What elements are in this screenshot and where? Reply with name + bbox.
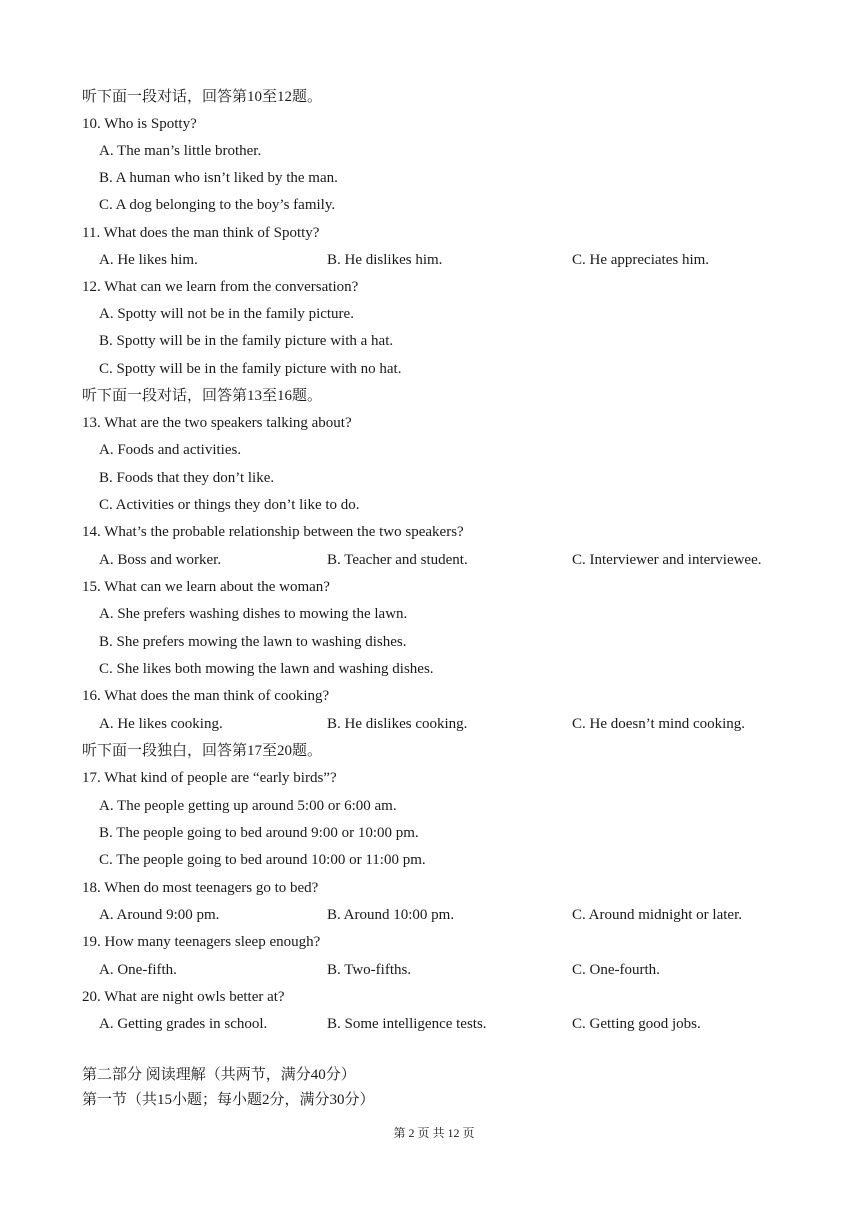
question-10-option-a: A. The man’s little brother. bbox=[99, 143, 262, 159]
question-20-stem: 20. What are night owls better at? bbox=[82, 989, 285, 1005]
question-12-option-a: A. Spotty will not be in the family picture. bbox=[99, 306, 354, 322]
question-16-option-a: A. He likes cooking. bbox=[99, 716, 223, 732]
question-16-stem: 16. What does the man think of cooking? bbox=[82, 688, 330, 704]
question-17-option-c: C. The people going to bed around 10:00 or 11:00 pm. bbox=[99, 852, 426, 868]
question-15-option-b: B. She prefers mowing the lawn to washing dishes. bbox=[99, 634, 407, 650]
question-10-option-b: B. A human who isn’t liked by the man. bbox=[99, 170, 338, 186]
question-11-option-b: B. He dislikes him. bbox=[327, 252, 443, 268]
question-16-options bbox=[0, 711, 868, 738]
question-13-stem: 13. What are the two speakers talking about? bbox=[82, 415, 352, 431]
question-17-stem: 17. What kind of people are “early birds”? bbox=[82, 770, 337, 786]
question-13-option-c: C. Activities or things they don’t like to do. bbox=[99, 497, 360, 513]
question-14-stem: 14. What’s the probable relationship between the two speakers? bbox=[82, 524, 464, 540]
question-13-option-b: B. Foods that they don’t like. bbox=[99, 470, 275, 486]
question-19-stem: 19. How many teenagers sleep enough? bbox=[82, 934, 321, 950]
question-16-option-c: C. He doesn’t mind cooking. bbox=[572, 716, 746, 732]
question-20-option-a: A. Getting grades in school. bbox=[99, 1016, 268, 1032]
question-11-option-a: A. He likes him. bbox=[99, 252, 198, 268]
question-17-option-a: A. The people getting up around 5:00 or 6:00 am. bbox=[99, 798, 397, 814]
instruction-17-20: 听下面一段独白，回答第17至20题。 bbox=[82, 743, 323, 759]
question-15-stem: 15. What can we learn about the woman? bbox=[82, 579, 330, 595]
question-14-option-a: A. Boss and worker. bbox=[99, 552, 222, 568]
question-10-stem: 10. Who is Spotty? bbox=[82, 116, 197, 132]
question-19-option-c: C. One-fourth. bbox=[572, 962, 660, 978]
question-11-option-c: C. He appreciates him. bbox=[572, 252, 710, 268]
part-two-heading: 第二部分 阅读理解（共两节，满分40分） bbox=[82, 1067, 356, 1083]
question-14-options bbox=[0, 547, 868, 574]
question-18-stem: 18. When do most teenagers go to bed? bbox=[82, 880, 319, 896]
question-15-option-c: C. She likes both mowing the lawn and washing dishes. bbox=[99, 661, 434, 677]
question-17-option-b: B. The people going to bed around 9:00 or 10:00 pm. bbox=[99, 825, 419, 841]
question-19-option-a: A. One-fifth. bbox=[99, 962, 177, 978]
question-11-options bbox=[0, 247, 868, 274]
question-20-option-c: C. Getting good jobs. bbox=[572, 1016, 701, 1032]
question-12-stem: 12. What can we learn from the conversation? bbox=[82, 279, 359, 295]
question-14-option-b: B. Teacher and student. bbox=[327, 552, 468, 568]
instruction-10-12: 听下面一段对话，回答第10至12题。 bbox=[82, 89, 323, 105]
question-19-option-b: B. Two-fifths. bbox=[327, 962, 412, 978]
question-20-option-b: B. Some intelligence tests. bbox=[327, 1016, 487, 1032]
question-13-option-a: A. Foods and activities. bbox=[99, 442, 242, 458]
question-16-option-b: B. He dislikes cooking. bbox=[327, 716, 468, 732]
question-18-option-b: B. Around 10:00 pm. bbox=[327, 907, 455, 923]
question-20-options bbox=[0, 1011, 868, 1038]
instruction-13-16: 听下面一段对话，回答第13至16题。 bbox=[82, 388, 323, 404]
question-14-option-c: C. Interviewer and interviewee. bbox=[572, 552, 762, 568]
question-18-options bbox=[0, 902, 868, 929]
question-12-option-c: C. Spotty will be in the family picture with no hat. bbox=[99, 361, 402, 377]
question-15-option-a: A. She prefers washing dishes to mowing the lawn. bbox=[99, 606, 408, 622]
question-18-option-c: C. Around midnight or later. bbox=[572, 907, 742, 923]
question-10-option-c: C. A dog belonging to the boy’s family. bbox=[99, 197, 336, 213]
question-12-option-b: B. Spotty will be in the family picture with a hat. bbox=[99, 333, 394, 349]
question-18-option-a: A. Around 9:00 pm. bbox=[99, 907, 220, 923]
section-one-heading: 第一节（共15小题；每小题2分，满分30分） bbox=[82, 1092, 375, 1108]
page-number: 第 2 页 共 12 页 bbox=[393, 1126, 475, 1140]
question-19-options bbox=[0, 957, 868, 984]
question-11-stem: 11. What does the man think of Spotty? bbox=[82, 225, 320, 241]
